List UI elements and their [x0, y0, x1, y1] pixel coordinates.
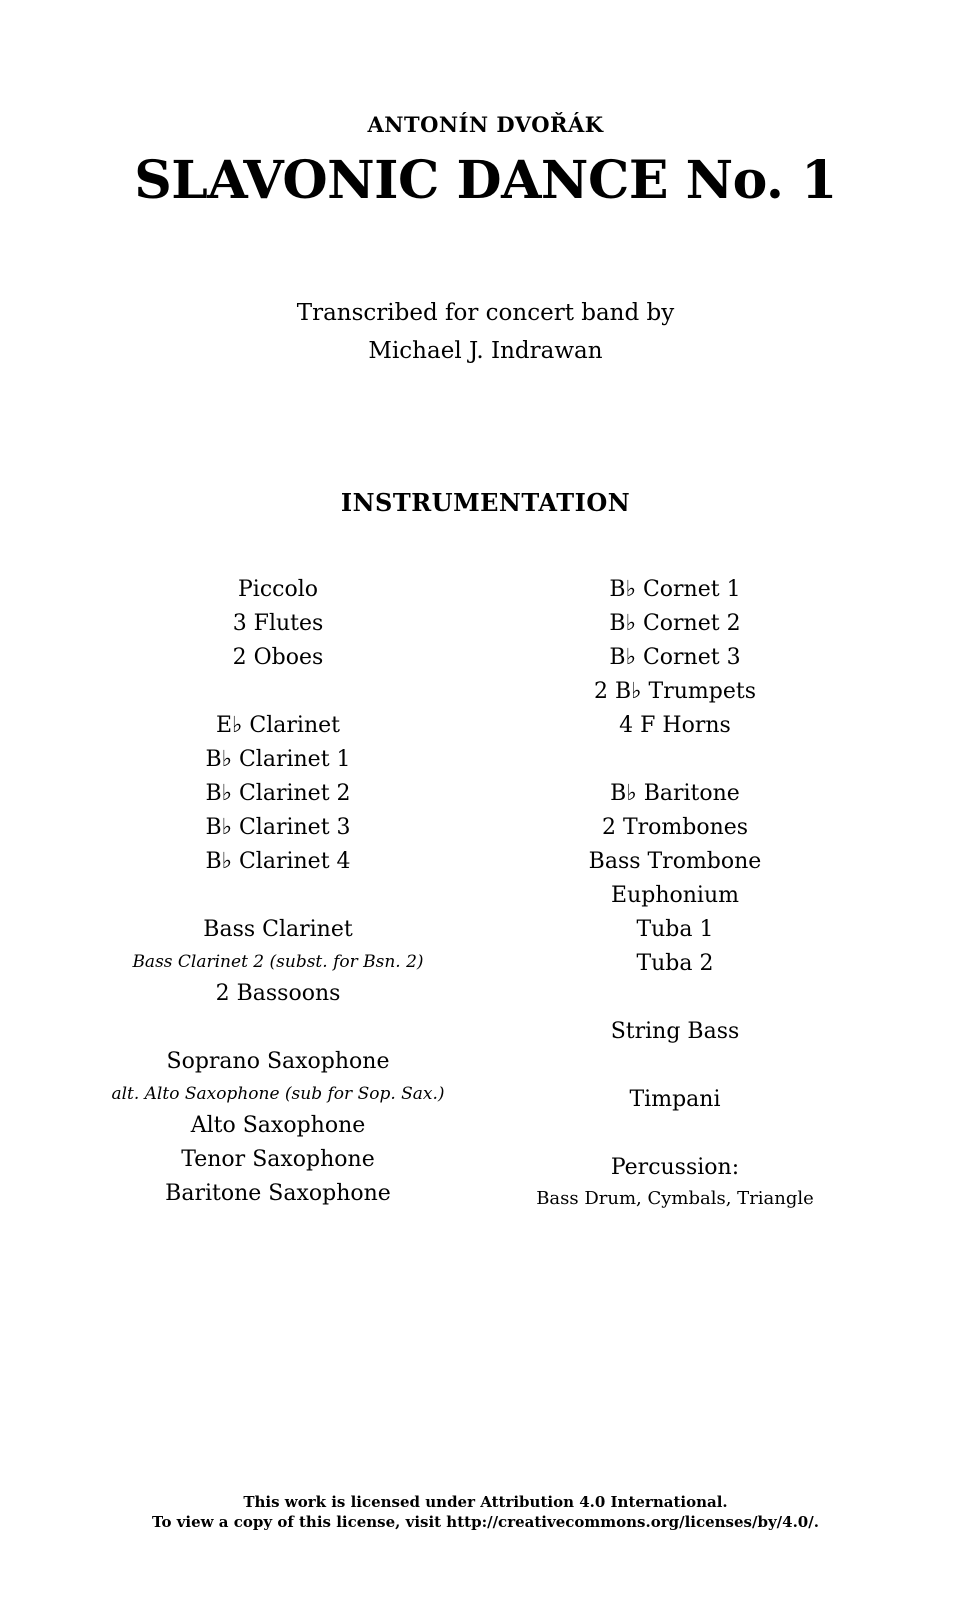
instrument-line: 2 Trombones	[601, 815, 749, 840]
column-spacer	[475, 1049, 875, 1083]
composer-name: ANTONÍN DVOŘÁK	[367, 112, 604, 137]
transcriber-name: Michael J. Indrawan	[368, 338, 603, 364]
instrument-line: Euphonium	[611, 883, 739, 908]
column-spacer	[78, 675, 478, 709]
instrument-line: B♭ Clarinet 3	[205, 815, 351, 840]
instrument-line: Bass Clarinet	[203, 917, 353, 942]
column-spacer	[475, 743, 875, 777]
instrument-line: Tuba 1	[636, 917, 714, 942]
instrument-line: Bass Trombone	[588, 849, 762, 874]
instrument-line: B♭ Cornet 1	[609, 577, 741, 602]
instrument-line: String Bass	[610, 1019, 740, 1044]
page-title: SLAVONIC DANCE No. 1	[134, 150, 837, 211]
instrument-line: B♭ Clarinet 4	[205, 849, 351, 874]
instrument-line: B♭ Clarinet 2	[205, 781, 351, 806]
column-spacer	[78, 1011, 478, 1045]
instrument-line: Bass Clarinet 2 (subst. for Bsn. 2)	[132, 952, 424, 972]
instrument-line: 4 F Horns	[619, 713, 731, 738]
column-spacer	[78, 879, 478, 913]
instrument-line: Piccolo	[237, 577, 318, 602]
instrument-line: Baritone Saxophone	[165, 1181, 391, 1206]
instrumentation-heading: INSTRUMENTATION	[340, 488, 631, 517]
instrument-line: Percussion:	[610, 1155, 740, 1180]
instrument-line: B♭ Cornet 2	[609, 611, 741, 636]
instrument-line: 2 B♭ Trumpets	[594, 679, 756, 704]
instrument-line: Tuba 2	[636, 951, 714, 976]
instrument-line: 3 Flutes	[232, 611, 324, 636]
license-url-line: To view a copy of this license, visit http://creativecommons.org/licenses/by/4.0/.	[152, 1513, 819, 1531]
column-spacer	[475, 981, 875, 1015]
instrumentation-columns	[0, 573, 971, 1233]
license-statement: This work is licensed under Attribution 4.0 International.	[243, 1493, 728, 1511]
instrument-line: Alto Saxophone	[190, 1113, 366, 1138]
instrument-line: 2 Bassoons	[215, 981, 341, 1006]
instrument-line: Tenor Saxophone	[181, 1147, 375, 1172]
instrument-line: Bass Drum, Cymbals, Triangle	[536, 1188, 814, 1209]
transcription-credit-line: Transcribed for concert band by	[296, 300, 675, 326]
instrument-line: B♭ Clarinet 1	[205, 747, 351, 772]
instrumentation-left-column	[78, 573, 478, 1211]
instrument-line: alt. Alto Saxophone (sub for Sop. Sax.)	[111, 1084, 445, 1104]
instrument-line: Soprano Saxophone	[166, 1049, 390, 1074]
instrument-line: E♭ Clarinet	[216, 713, 340, 738]
instrumentation-right-column	[475, 573, 875, 1213]
instrument-line: 2 Oboes	[232, 645, 324, 670]
column-spacer	[475, 1117, 875, 1151]
instrument-line: B♭ Baritone	[610, 781, 740, 806]
instrument-line: B♭ Cornet 3	[609, 645, 741, 670]
instrument-line: Timpani	[629, 1087, 721, 1112]
